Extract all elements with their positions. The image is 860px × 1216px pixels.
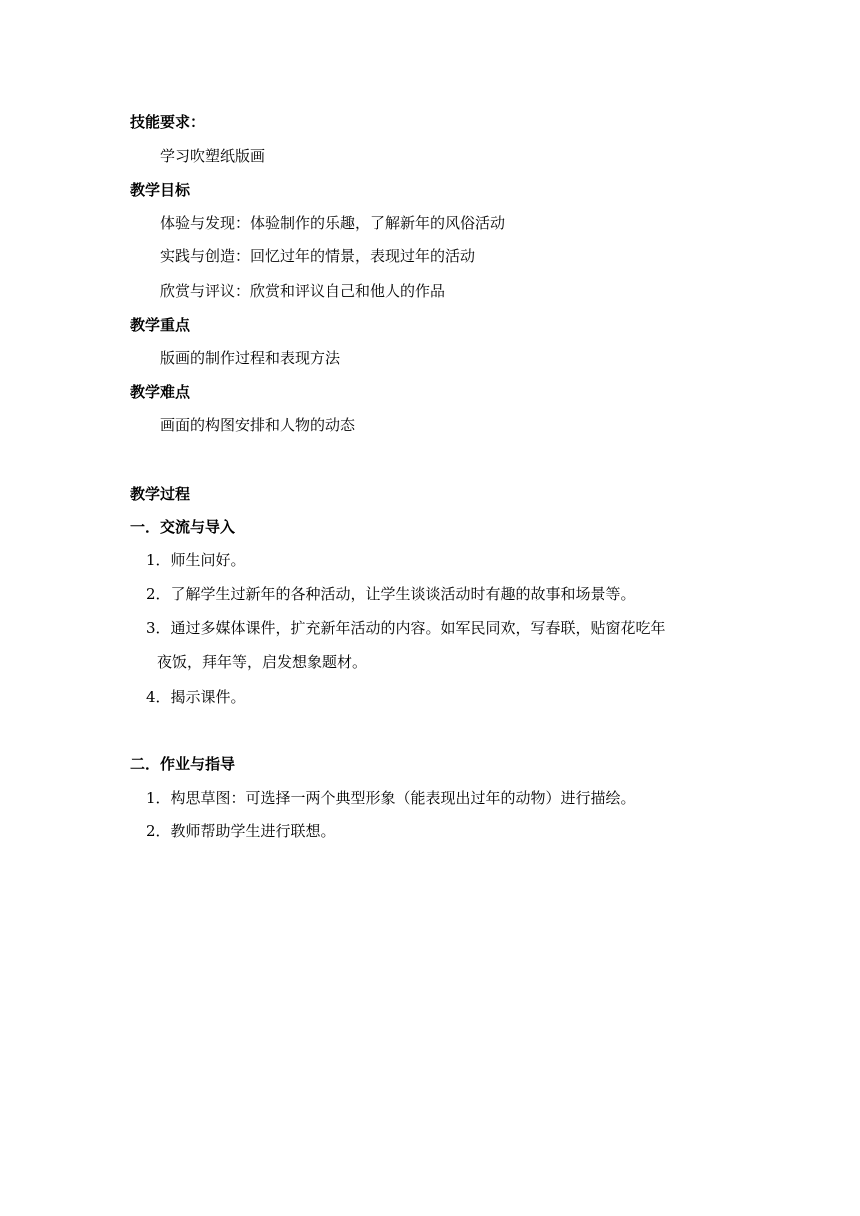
goals-heading: 教学目标	[130, 181, 191, 199]
difficulties-item: 画面的构图安排和人物的动态	[160, 416, 356, 434]
section1-item: 4．揭示课件。	[146, 688, 246, 706]
section1-item: 3．通过多媒体课件，扩充新年活动的内容。如军民同欢，写春联，贴窗花吃年	[146, 619, 666, 637]
key-points-item: 版画的制作过程和表现方法	[160, 349, 341, 367]
difficulties-heading: 教学难点	[130, 383, 191, 401]
section1-item-continuation: 夜饭，拜年等，启发想象题材。	[157, 653, 368, 671]
skills-heading: 技能要求：	[130, 113, 206, 131]
section2-item: 1．构思草图：可选择一两个典型形象（能表现出过年的动物）进行描绘。	[146, 789, 636, 807]
section1-heading: 一．交流与导入	[130, 518, 236, 536]
goals-item: 实践与创造：回忆过年的情景，表现过年的活动	[160, 247, 476, 265]
section1-item: 2．了解学生过新年的各种活动，让学生谈谈活动时有趣的故事和场景等。	[146, 585, 636, 603]
key-points-heading: 教学重点	[130, 316, 191, 334]
section2-heading: 二．作业与指导	[130, 755, 236, 773]
goals-item: 体验与发现：体验制作的乐趣，了解新年的风俗活动	[160, 214, 506, 232]
section1-item: 1．师生问好。	[146, 551, 246, 569]
section2-item: 2．教师帮助学生进行联想。	[146, 822, 336, 840]
goals-item: 欣赏与评议：欣赏和评议自己和他人的作品	[160, 282, 446, 300]
skills-item: 学习吹塑纸版画	[160, 147, 266, 165]
process-heading: 教学过程	[130, 485, 191, 503]
